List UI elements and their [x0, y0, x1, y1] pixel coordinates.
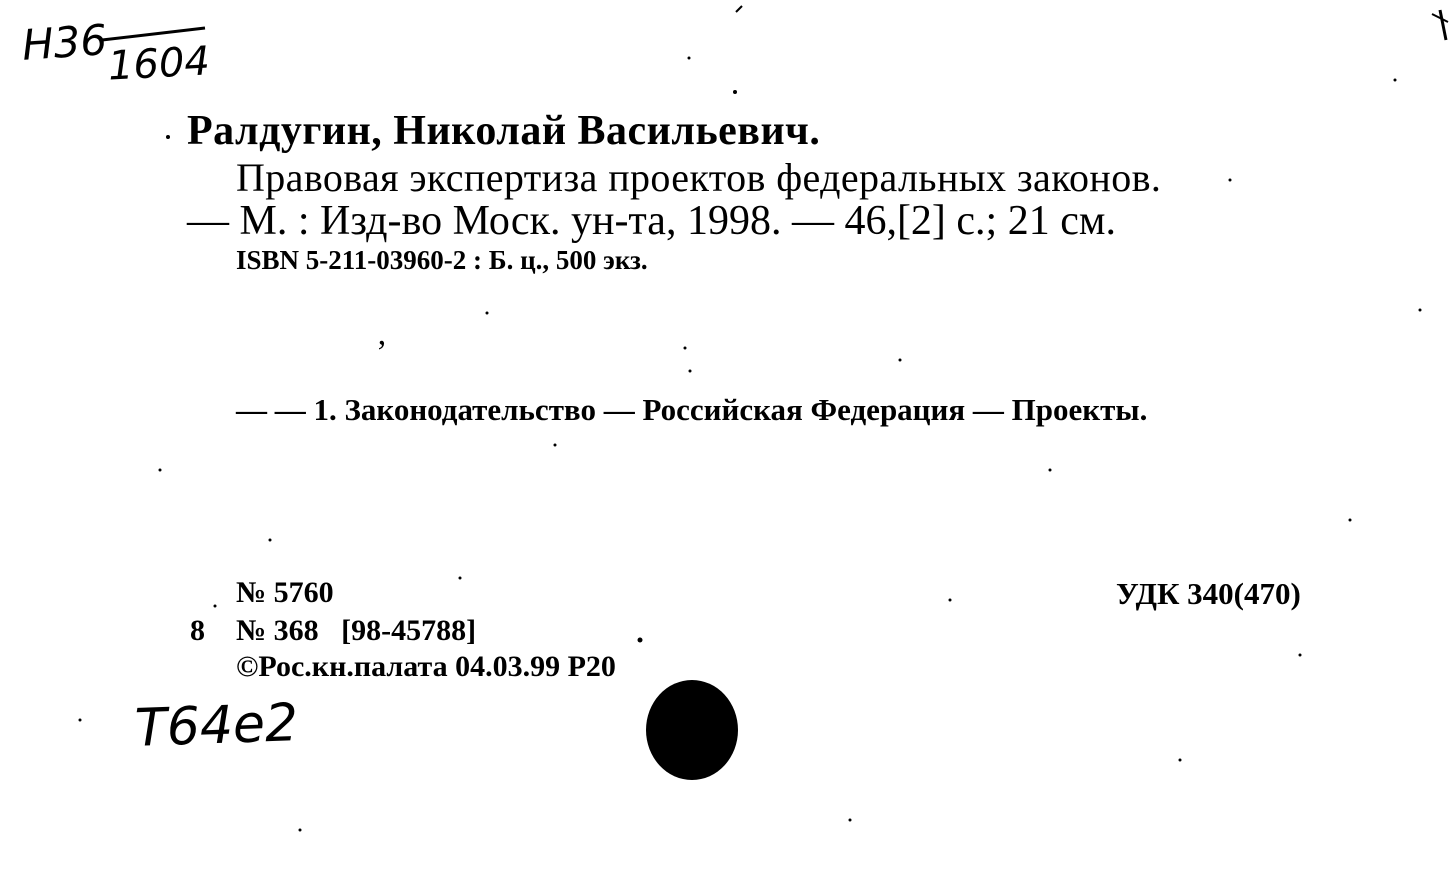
record-number: № 5760	[236, 576, 334, 609]
stray-mark: ’	[376, 334, 388, 371]
title-line: Правовая экспертиза проектов федеральных законов.	[236, 155, 1162, 200]
lead-number: 8	[190, 614, 205, 647]
handwritten-note: Т64е2	[134, 693, 300, 759]
author-heading: Ралдугин, Николай Васильевич.	[187, 108, 821, 154]
handwritten-shelfmark-top: Н36	[20, 15, 109, 70]
handwritten-shelfmark-sub: 1604	[106, 38, 211, 90]
subject-heading: — — 1. Законодательство — Российская Федерация — Проекты.	[236, 392, 1148, 427]
imprint-line: — М. : Изд-во Моск. ун-та, 1998. — 46,[2] с.; 21 см.	[187, 198, 1116, 244]
udc-code: УДК 340(470)	[1116, 576, 1301, 611]
registration-number: № 368 [98-45788]	[236, 614, 477, 647]
book-chamber-line: ©Рос.кн.палата 04.03.99 Р20	[236, 650, 616, 683]
isbn-line: ISBN 5-211-03960-2 : Б. ц., 500 экз.	[236, 245, 648, 275]
